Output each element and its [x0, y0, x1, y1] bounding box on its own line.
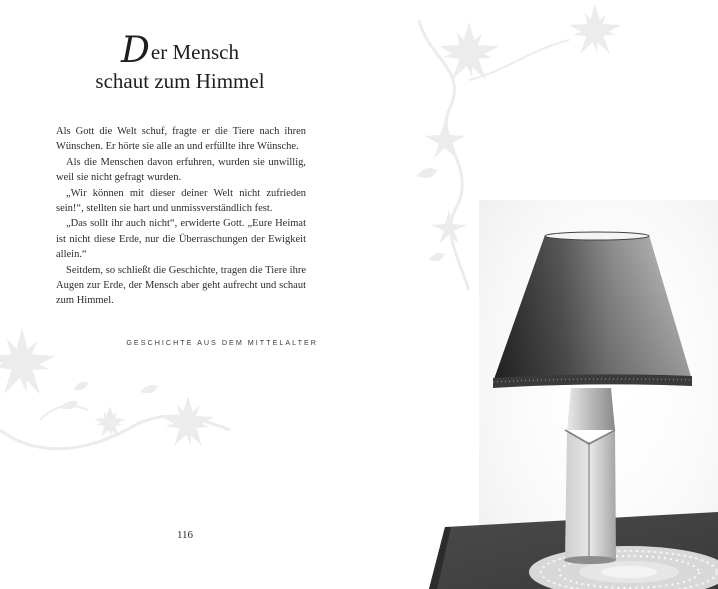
- right-page: [359, 0, 718, 589]
- title-line2: schaut zum Himmel: [95, 69, 265, 93]
- source-attribution: GESCHICHTE AUS DEM MITTELALTER: [126, 338, 318, 347]
- story-text: [56, 124, 306, 309]
- title-initial: D: [121, 30, 150, 71]
- story-paragraph: Als die Menschen davon erfuhren, wurden sie unwillig, weil sie nicht gefragt wurden.: [56, 156, 306, 184]
- title-line1: er Mensch: [150, 40, 239, 64]
- page-title: [60, 30, 300, 96]
- story-paragraph: Seitdem, so schließt die Geschichte, tragen die Tiere ihre Augen zur Erde, der Mensch aber geht aufrecht und schaut zum Himmel.: [56, 264, 306, 307]
- table-lamp-photo: [359, 0, 718, 589]
- story-paragraph: „Das sollt ihr auch nicht“, erwiderte Gott. „Eure Heimat ist nicht diese Erde, nur die Überraschungen der Ewigkeit allein.“: [56, 218, 306, 261]
- page-number: 116: [176, 529, 194, 541]
- story-paragraph: Als Gott die Welt schuf, fragte er die Tiere nach ihren Wünschen. Er hörte sie alle an und erfüllte ihre Wünsche.: [56, 126, 306, 153]
- lamp-base: [564, 388, 616, 564]
- poinsettia-vine-icon: [0, 310, 240, 460]
- story-paragraph: „Wir können mit dieser deiner Welt nicht zufrieden sein!“, stellten sie hart und unmissverständlich fest.: [56, 187, 306, 215]
